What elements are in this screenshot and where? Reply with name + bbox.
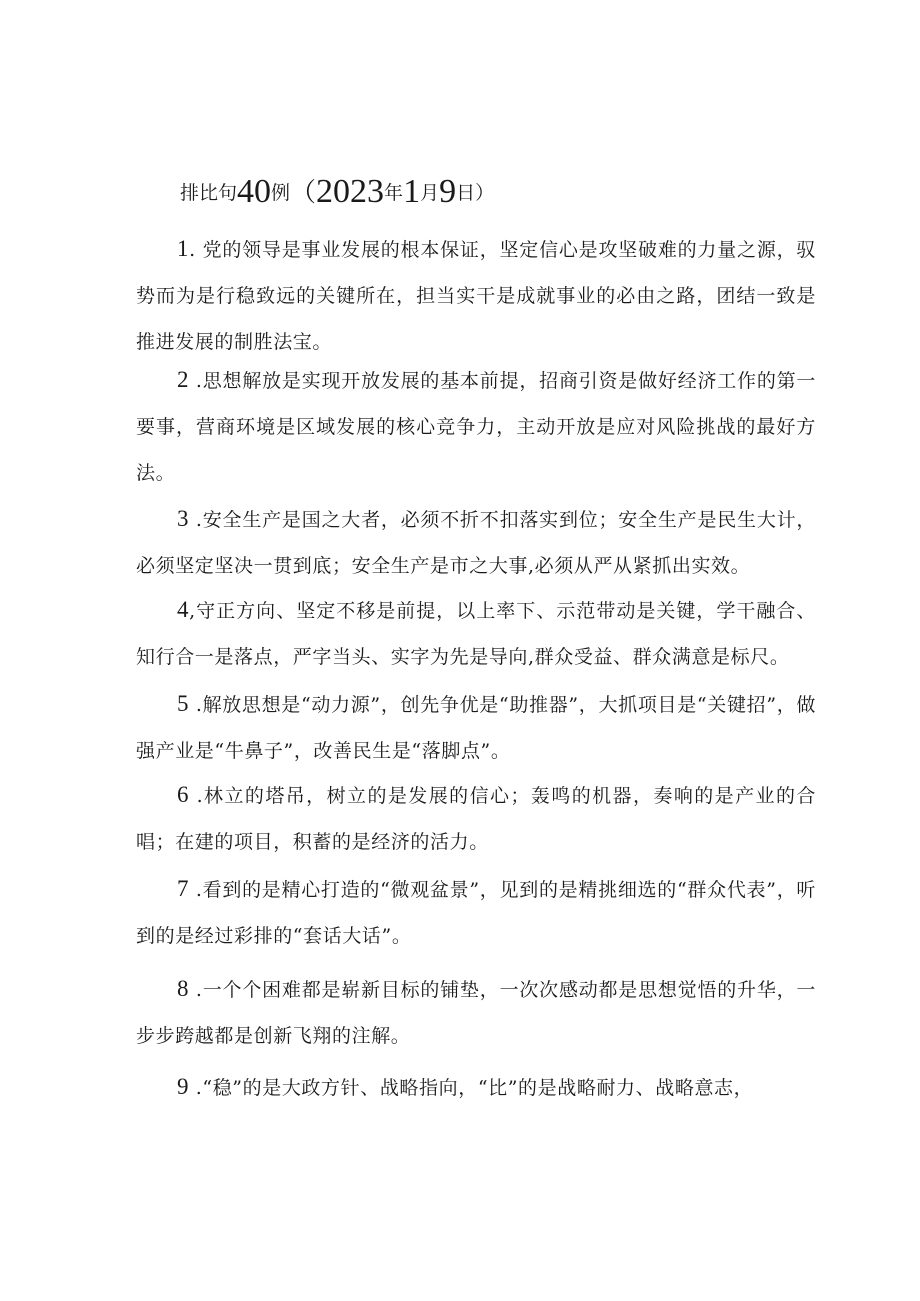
paragraph-separator: , — [189, 600, 196, 622]
document-title — [180, 168, 494, 217]
paragraph-number: 2 — [177, 367, 190, 392]
paragraph-text: 思想解放是实现开放发展的基本前提，招商引资是做好经济工作的第一要事，营商环境是区域发展的核心竞争力，主动开放是应对风险挑战的最好方法。 — [136, 370, 816, 484]
paragraph-separator: . — [189, 879, 203, 901]
paragraph-2 — [136, 357, 816, 496]
paragraph-number: 9 — [177, 1074, 190, 1099]
title-month: 1 — [403, 173, 421, 210]
paragraph-6 — [136, 772, 816, 865]
title-open-paren: （ — [290, 178, 317, 208]
paragraph-separator: . — [189, 694, 203, 716]
paragraph-number: 5 — [177, 691, 190, 716]
paragraph-number: 7 — [177, 876, 190, 901]
title-unit: 例 — [271, 182, 291, 204]
paragraph-separator: . — [189, 239, 203, 261]
paragraph-text: 一个个困难都是崭新目标的铺垫，一次次感动都是思想觉悟的升华，一步步跨越都是创新飞翔的注解。 — [136, 979, 816, 1047]
paragraph-3 — [136, 496, 816, 589]
paragraph-separator: . — [189, 370, 203, 392]
paragraph-number: 4 — [177, 597, 190, 622]
title-count: 40 — [237, 173, 272, 210]
title-prefix: 排比句 — [180, 182, 238, 204]
paragraph-text: 看到的是精心打造的“微观盆景”，见到的是精挑细选的“群众代表”，听到的是经过彩排的“套话大话”。 — [136, 879, 817, 947]
paragraph-number: 1 — [177, 236, 190, 261]
paragraph-separator: . — [189, 979, 203, 1001]
paragraph-text: “稳”的是大政方针、战略指向，“比”的是战略耐力、战略意志， — [202, 1077, 754, 1099]
paragraph-text: 党的领导是事业发展的根本保证，坚定信心是攻坚破难的力量之源，驭势而为是行稳致远的关键所在，担当实干是成就事业的必由之路，团结一致是推进发展的制胜法宝。 — [136, 239, 817, 353]
paragraph-5 — [136, 681, 816, 774]
title-month-unit: 月 — [420, 182, 440, 204]
paragraph-9 — [136, 1064, 816, 1111]
paragraph-text: 林立的塔吊，树立的是发展的信心；轰鸣的机器，奏响的是产业的合唱；在建的项目，积蓄的是经济的活力。 — [136, 785, 816, 853]
title-year: 2023 — [316, 173, 385, 210]
paragraph-8 — [136, 966, 816, 1059]
paragraph-1 — [136, 226, 816, 365]
paragraph-number: 3 — [177, 506, 190, 531]
paragraph-separator: . — [189, 509, 203, 531]
title-day-unit: 日） — [456, 182, 495, 204]
paragraph-4 — [136, 587, 816, 680]
paragraph-separator: . — [189, 1077, 203, 1099]
paragraph-number: 8 — [177, 976, 190, 1001]
paragraph-text: 解放思想是“动力源”，创先争优是“助推器”，大抓项目是“关键招”，做强产业是“牛鼻子”，改善民生是“落脚点”。 — [136, 694, 817, 762]
paragraph-separator: . — [189, 785, 204, 807]
paragraph-number: 6 — [177, 782, 190, 807]
paragraph-text: 安全生产是国之大者，必须不折不扣落实到位；安全生产是民生大计，必须坚定坚决一贯到底；安全生产是市之大事,必须从严从紧抓出实效。 — [136, 509, 816, 577]
title-year-unit: 年 — [384, 182, 404, 204]
paragraph-7 — [136, 866, 816, 959]
title-day: 9 — [439, 173, 457, 210]
paragraph-text: 守正方向、坚定不移是前提，以上率下、示范带动是关键，学干融合、知行合一是落点，严字当头、实字为先是导向,群众受益、群众满意是标尺。 — [136, 600, 816, 668]
